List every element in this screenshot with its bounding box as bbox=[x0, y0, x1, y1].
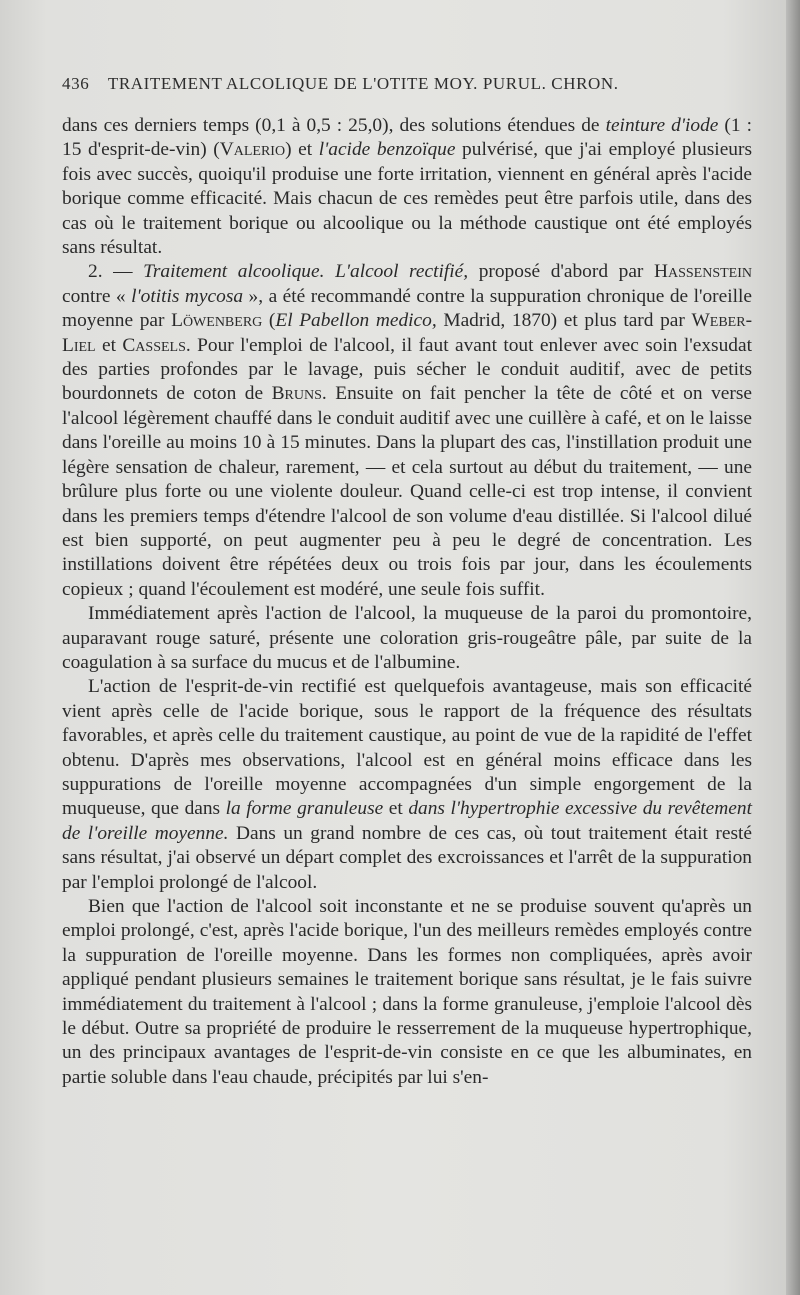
text-run: (1 : 15 d'esprit-de-vin) ( bbox=[62, 115, 752, 161]
emphasis-text: l'otitis mycosa bbox=[131, 285, 244, 307]
text-run: pulvérisé, que j'ai employé plusieurs fois avec succès, quoiqu'il produise une forte irritation, viennent en général après l'acide borique comme efficacité. Mais chacun de ces remèdes peut être parfois utile, dans des cas où le traitement borique ou alcoolique ou la méthode caustique ont été employés sans résultat. bbox=[62, 139, 752, 259]
emphasis-text: teinture d'iode bbox=[605, 115, 719, 136]
emphasis-text: L'alcool rectifié, bbox=[335, 261, 469, 283]
proper-name: Hassenstein bbox=[653, 261, 752, 283]
paragraph-2 bbox=[62, 260, 752, 602]
text-run: L'action de l'esprit-de-vin rectifié est quelquefois avantageuse, mais son efficacité vient après celle de l'acide borique, sous le rapport de la fréquence des résultats favorables, et après celle du traitement caustique, au point de vue de la rapidité de l'effet obtenu. D'après mes observations, l'alcool est en général moins efficace dans les suppurations de l'oreille moyenne accompagnées d'un simple engorgement de la muqueuse, que dans bbox=[62, 676, 752, 820]
paragraph-5 bbox=[62, 895, 752, 1090]
running-header bbox=[62, 74, 742, 94]
emphasis-text: l'acide benzoïque bbox=[318, 139, 456, 161]
paragraph-3 bbox=[62, 602, 752, 675]
emphasis-text: la forme granuleuse bbox=[225, 798, 384, 820]
paragraph-4 bbox=[62, 675, 752, 895]
body-text bbox=[62, 114, 752, 1090]
running-title: TRAITEMENT ALCOLIQUE DE L'OTITE MOY. PURUL. CHRON. bbox=[107, 74, 619, 93]
text-run: . Ensuite on fait pencher la tête de côté et on verse l'alcool légèrement chauffé dans le conduit auditif avec une cuillère à café, et on le laisse dans l'oreille au moins 10 à 15 minutes. Dans la plupart des cas, l'instillation produit une légère sensation de chaleur, rarement, — et cela surtout au début du traitement, — une brûlure plus forte ou une violente douleur. Quand celle-ci est trop intense, il convient dans les premiers temps d'étendre l'alcool de son volume d'eau distillée. Si l'alcool dilué est bien supporté, on peut augmenter peu à peu le degré de concentration. Les instillations doivent être répétées deux ou trois fois par jour, dans les écoulements copieux ; quand l'écoulement est modéré, une seule fois suffit. bbox=[62, 383, 752, 600]
text-run: », a été recommandé contre la suppuration chronique de l'oreille moyenne par bbox=[62, 285, 753, 332]
proper-name: Bruns bbox=[271, 383, 322, 405]
text-run: contre « bbox=[62, 285, 132, 307]
page-edge-shadow bbox=[786, 0, 800, 1295]
text-run: et bbox=[95, 334, 123, 356]
text-run: Immédiatement après l'action de l'alcool, la muqueuse de la paroi du promontoire, auparavant rouge saturé, présente une coloration gris-rougeâtre pâle, par suite de la coagulation à sa surface du mucus et de l'albumine. bbox=[62, 603, 752, 673]
paragraph-1 bbox=[62, 114, 752, 260]
emphasis-text: Traitement alcoolique. bbox=[143, 261, 325, 283]
text-run: ) et bbox=[285, 139, 319, 161]
text-run: dans ces derniers temps (0,1 à 0,5 : 25,0), des solutions étendues de bbox=[62, 115, 606, 136]
text-run: et bbox=[383, 798, 409, 820]
proper-name: Löwenberg bbox=[171, 310, 263, 332]
proper-name: Weber-Liel bbox=[62, 310, 753, 356]
proper-name: Valerio bbox=[219, 139, 286, 161]
text-run: Bien que l'action de l'alcool soit inconstante et ne se produise souvent qu'après un emploi prolongé, c'est, après l'acide borique, l'un des meilleurs remèdes employés contre la suppuration de l'oreille moyenne. Dans les formes non compliquées, après avoir appliqué pendant plusieurs semaines le traitement borique sans résultat, je le fais suivre immédiatement du traitement à l'alcool ; dans la forme granuleuse, j'emploie l'alcool dès le début. Outre sa propriété de produire le resserrement de la muqueuse hypertrophique, un des principaux avantages de l'esprit-de-vin consiste en ce que les albuminates, en partie soluble dans l'eau chaude, précipités par lui s'en- bbox=[62, 896, 752, 1088]
text-run: ( bbox=[262, 310, 276, 332]
text-run: . Pour l'emploi de l'alcool, il faut avant tout enlever avec soin l'exsudat des parties profondes par le lavage, puis sécher le conduit auditif, avec de petits bourdonnets de coton de bbox=[62, 334, 752, 405]
text-run bbox=[324, 261, 335, 282]
text-run: proposé d'abord par bbox=[468, 261, 654, 283]
emphasis-text: dans l'hypertrophie excessive du revêtement de l'oreille moyenne. bbox=[62, 798, 752, 844]
text-run: Dans un grand nombre de ces cas, où tout traitement était resté sans résultat, j'ai observé un départ complet des excroissances et l'arrêt de la suppuration par l'emploi prolongé de l'alcool. bbox=[62, 822, 752, 893]
emphasis-text: El Pabellon medico, bbox=[275, 310, 437, 332]
proper-name: Cassels bbox=[122, 334, 186, 356]
text-run: 2. — bbox=[88, 261, 144, 283]
text-run: Madrid, 1870) et plus tard par bbox=[436, 310, 692, 332]
page-number: 436 bbox=[62, 74, 90, 93]
